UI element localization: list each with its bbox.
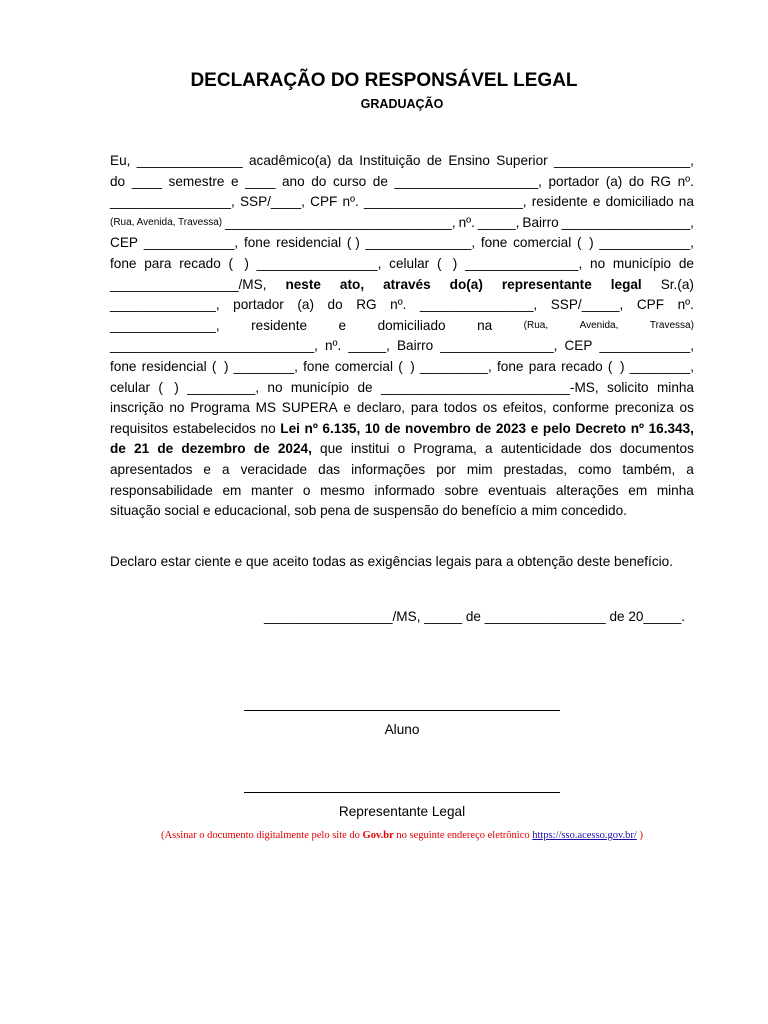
document-title: DECLARAÇÃO DO RESPONSÁVEL LEGAL <box>190 70 578 91</box>
body-line-3: ________________, SSP/____, CPF nº. _____________________, residente e domiciliado na <box>110 194 694 210</box>
line-text: Eu, <box>110 153 131 168</box>
date-place-line: _________________/MS, _____ de ________________ de 20_____. <box>264 609 686 624</box>
body-line-9: ______________, residente e domiciliado na (Rua, Avenida, Travessa) <box>110 317 694 333</box>
note-suffix: ) <box>636 830 643 841</box>
body-line-17: responsabilidade em manter o mesmo informado sobre eventuais alterações em minha <box>110 482 694 498</box>
body-line-16: apresentados e a veracidade das informações por mim prestadas, como também, a <box>110 461 694 477</box>
declaration-statement: Declaro estar ciente e que aceito todas as exigências legais para a obtenção deste benefício. <box>110 554 673 569</box>
body-line-18: situação social e educacional, sob pena de suspensão do benefício a mim concedido. <box>110 503 627 519</box>
body-line-1: Eu, ______________ acadêmico(a) da Instituição de Ensino Superior __________________, <box>110 151 694 172</box>
body-line-14: requisitos estabelecidos no Lei nº 6.135, 10 de novembro de 2023 e pelo Decreto nº 16.343, <box>110 420 694 436</box>
body-line-12: celular ( ) _________, no município de _________________________-MS, solicito minha <box>110 379 694 395</box>
govbr-link[interactable]: https://sso.acesso.gov.br/ <box>532 830 637 841</box>
body-line-8: ______________, portador (a) do RG nº. _______________, SSP/_____, CPF nº. <box>110 297 694 313</box>
student-signature-line <box>244 710 560 711</box>
note-govbr: Gov.br <box>362 830 394 841</box>
student-signature-label: Aluno <box>384 722 420 737</box>
note-prefix: (Assinar o documento digitalmente pelo site do <box>161 830 363 841</box>
body-line-4: (Rua, Avenida, Travessa) ______________________________, nº. _____, Bairro _________________, <box>110 214 694 230</box>
digital-signature-note <box>0 830 768 841</box>
body-line-10: ___________________________, nº. _____, Bairro _______________, CEP ____________, <box>110 338 694 354</box>
guardian-signature-line <box>244 792 560 793</box>
note-middle: no seguinte endereço eletrônico <box>393 830 533 841</box>
document-subtitle: GRADUAÇÃO <box>360 97 444 111</box>
declaration-body <box>110 151 694 522</box>
guardian-signature-label: Representante Legal <box>338 804 466 819</box>
body-line-13: inscrição no Programa MS SUPERA e declaro, para todos os efeitos, conforme preconiza os <box>110 400 694 416</box>
body-line-7: _________________/MS, neste ato, através do(a) representante legal Sr.(a) <box>110 276 694 292</box>
body-line-15: de 21 de dezembro de 2024, que institui o Programa, a autenticidade dos documentos <box>110 441 694 457</box>
body-line-11: fone residencial ( ) ________, fone comercial ( ) _________, fone para recado ( ) ________, <box>110 358 694 374</box>
body-line-2: do ____ semestre e ____ ano do curso de ___________________, portador (a) do RG nº. <box>110 173 694 189</box>
body-line-5: CEP ____________, fone residencial ( ) ______________, fone comercial ( ) ____________, <box>110 235 694 251</box>
body-line-6: fone para recado ( ) ________________, celular ( ) _______________, no município de <box>110 255 694 271</box>
